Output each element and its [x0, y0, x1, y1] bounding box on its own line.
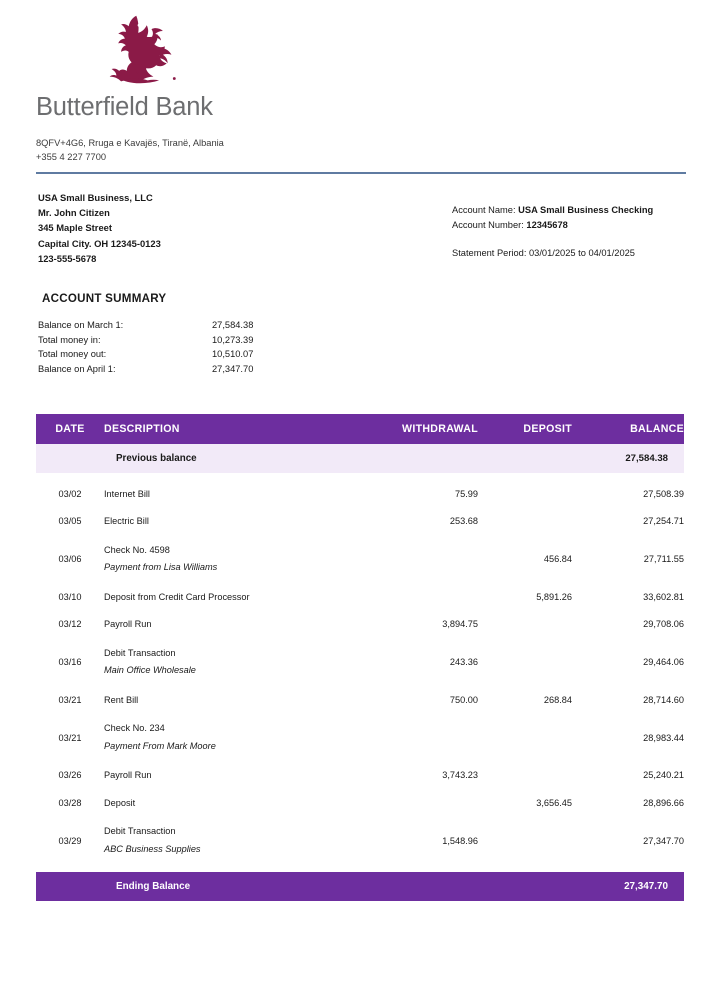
row-description — [104, 714, 374, 762]
row-deposit — [478, 611, 572, 639]
account-info-block — [452, 203, 653, 261]
account-number-row — [452, 218, 653, 233]
row-deposit — [478, 714, 572, 762]
previous-balance-row — [36, 444, 684, 473]
summary-amount: 27,584.38 — [212, 320, 254, 330]
account-number-label: Account Number: — [452, 219, 524, 230]
row-balance: 27,254.71 — [572, 508, 684, 536]
row-description-main: Check No. 234 — [104, 723, 165, 734]
account-name-label: Account Name: — [452, 205, 516, 215]
row-withdrawal: 3,894.75 — [374, 611, 478, 639]
row-date: 03/12 — [36, 611, 104, 639]
customer-address-block — [38, 190, 161, 266]
customer-line: 123-555-5678 — [38, 252, 97, 264]
row-date: 03/21 — [36, 686, 104, 714]
row-deposit: 268.84 — [478, 686, 572, 714]
row-description — [104, 638, 374, 686]
row-withdrawal: 253.68 — [374, 508, 478, 536]
row-date: 03/21 — [36, 714, 104, 762]
row-balance: 29,464.06 — [572, 638, 684, 686]
bank-address — [36, 136, 686, 164]
previous-balance-date — [36, 444, 104, 473]
row-date: 03/28 — [36, 789, 104, 817]
row-withdrawal: 75.99 — [374, 480, 478, 508]
column-header-deposit: DEPOSIT — [478, 414, 572, 444]
customer-line: 345 Maple Street — [38, 222, 112, 234]
column-header-balance: BALANCE — [572, 414, 684, 444]
table-row — [36, 789, 684, 817]
table-row — [36, 686, 684, 714]
row-deposit — [478, 817, 572, 865]
summary-label: Total money out: — [38, 349, 107, 360]
row-description — [104, 817, 374, 865]
row-description: Payroll Run — [104, 611, 374, 639]
row-description-sub: Main Office Wholesale — [104, 665, 196, 676]
row-balance: 28,896.66 — [572, 789, 684, 817]
table-row — [36, 638, 684, 686]
row-date: 03/16 — [36, 638, 104, 686]
row-deposit: 3,656.45 — [478, 789, 572, 817]
column-header-date: DATE — [36, 414, 104, 444]
transactions-header-row — [36, 414, 684, 444]
spacer — [36, 865, 684, 872]
table-row — [36, 535, 684, 583]
ending-balance-label: Ending Balance — [104, 872, 374, 901]
row-description-main: Debit Transaction — [104, 647, 176, 658]
row-deposit — [478, 762, 572, 790]
summary-amount: 27,347.70 — [212, 363, 254, 374]
row-description — [104, 535, 374, 583]
row-description-main: Check No. 4598 — [104, 544, 170, 555]
row-date: 03/29 — [36, 817, 104, 865]
row-withdrawal — [374, 789, 478, 817]
row-withdrawal: 750.00 — [374, 686, 478, 714]
row-withdrawal — [374, 583, 478, 611]
row-description: Deposit from Credit Card Processor — [104, 583, 374, 611]
summary-label: Total money in: — [38, 334, 101, 345]
customer-line: Mr. John Citizen — [38, 207, 110, 219]
row-deposit: 456.84 — [478, 535, 572, 583]
row-balance: 29,708.06 — [572, 611, 684, 639]
account-summary-table — [38, 320, 253, 378]
previous-balance-deposit — [478, 444, 572, 473]
row-date: 03/02 — [36, 480, 104, 508]
row-date: 03/05 — [36, 508, 104, 536]
row-description: Deposit — [104, 789, 374, 817]
summary-row — [38, 320, 253, 335]
row-balance: 27,508.39 — [572, 480, 684, 508]
row-deposit — [478, 638, 572, 686]
transactions-table — [36, 414, 684, 901]
row-balance: 27,711.55 — [572, 535, 684, 583]
row-balance: 25,240.21 — [572, 762, 684, 790]
summary-amount: 10,273.39 — [212, 334, 254, 345]
row-deposit — [478, 508, 572, 536]
header-divider — [36, 172, 686, 174]
table-row — [36, 714, 684, 762]
summary-row — [38, 364, 253, 379]
summary-row — [38, 335, 253, 350]
table-row — [36, 817, 684, 865]
customer-line: USA Small Business, LLC — [38, 192, 153, 203]
row-date: 03/06 — [36, 535, 104, 583]
row-deposit: 5,891.26 — [478, 583, 572, 611]
column-header-withdrawal: WITHDRAWAL — [374, 414, 478, 444]
row-description-sub: Payment from Lisa Williams — [104, 562, 218, 573]
row-description: Rent Bill — [104, 686, 374, 714]
summary-row — [38, 349, 253, 364]
summary-label: Balance on March 1: — [38, 320, 124, 330]
row-balance: 28,714.60 — [572, 686, 684, 714]
row-description: Payroll Run — [104, 762, 374, 790]
table-row — [36, 508, 684, 536]
registered-mark-dot — [173, 77, 176, 80]
summary-amount: 10,510.07 — [212, 349, 254, 360]
previous-balance-amount: 27,584.38 — [572, 444, 684, 473]
row-description: Electric Bill — [104, 508, 374, 536]
row-balance: 28,983.44 — [572, 714, 684, 762]
row-description-main: Debit Transaction — [104, 826, 176, 837]
bank-address-line: 8QFV+4G6, Rruga e Kavajës, Tiranë, Albania — [36, 137, 224, 148]
table-row — [36, 583, 684, 611]
bank-phone: +355 4 227 7700 — [36, 151, 107, 162]
letterhead — [36, 12, 686, 164]
row-withdrawal: 3,743.23 — [374, 762, 478, 790]
spacer — [36, 473, 684, 480]
account-summary-title: ACCOUNT SUMMARY — [42, 292, 167, 305]
table-row — [36, 762, 684, 790]
row-balance: 33,602.81 — [572, 583, 684, 611]
row-deposit — [478, 480, 572, 508]
ending-balance-row — [36, 872, 684, 901]
bank-name: Butterfield Bank — [36, 93, 213, 121]
account-number-value: 12345678 — [526, 219, 568, 230]
row-withdrawal: 1,548.96 — [374, 817, 478, 865]
row-withdrawal — [374, 535, 478, 583]
ending-balance-date — [36, 872, 104, 901]
summary-label: Balance on April 1: — [38, 363, 116, 374]
previous-balance-withdrawal — [374, 444, 478, 473]
row-balance: 27,347.70 — [572, 817, 684, 865]
account-name-row — [452, 203, 653, 218]
ending-balance-deposit — [478, 872, 572, 901]
customer-line: Capital City. OH 12345-0123 — [38, 237, 161, 249]
griffin-logo-icon — [94, 12, 190, 88]
ending-balance-amount: 27,347.70 — [572, 872, 684, 901]
column-header-description: DESCRIPTION — [104, 414, 374, 444]
row-date: 03/26 — [36, 762, 104, 790]
previous-balance-label: Previous balance — [104, 444, 374, 473]
row-description-sub: ABC Business Supplies — [104, 843, 201, 854]
table-row — [36, 611, 684, 639]
account-name-value: USA Small Business Checking — [518, 205, 654, 215]
row-description-sub: Payment From Mark Moore — [104, 740, 216, 751]
row-date: 03/10 — [36, 583, 104, 611]
statement-period: Statement Period: 03/01/2025 to 04/01/2025 — [452, 247, 635, 258]
row-description: Internet Bill — [104, 480, 374, 508]
row-withdrawal — [374, 714, 478, 762]
ending-balance-withdrawal — [374, 872, 478, 901]
table-row — [36, 480, 684, 508]
row-withdrawal: 243.36 — [374, 638, 478, 686]
